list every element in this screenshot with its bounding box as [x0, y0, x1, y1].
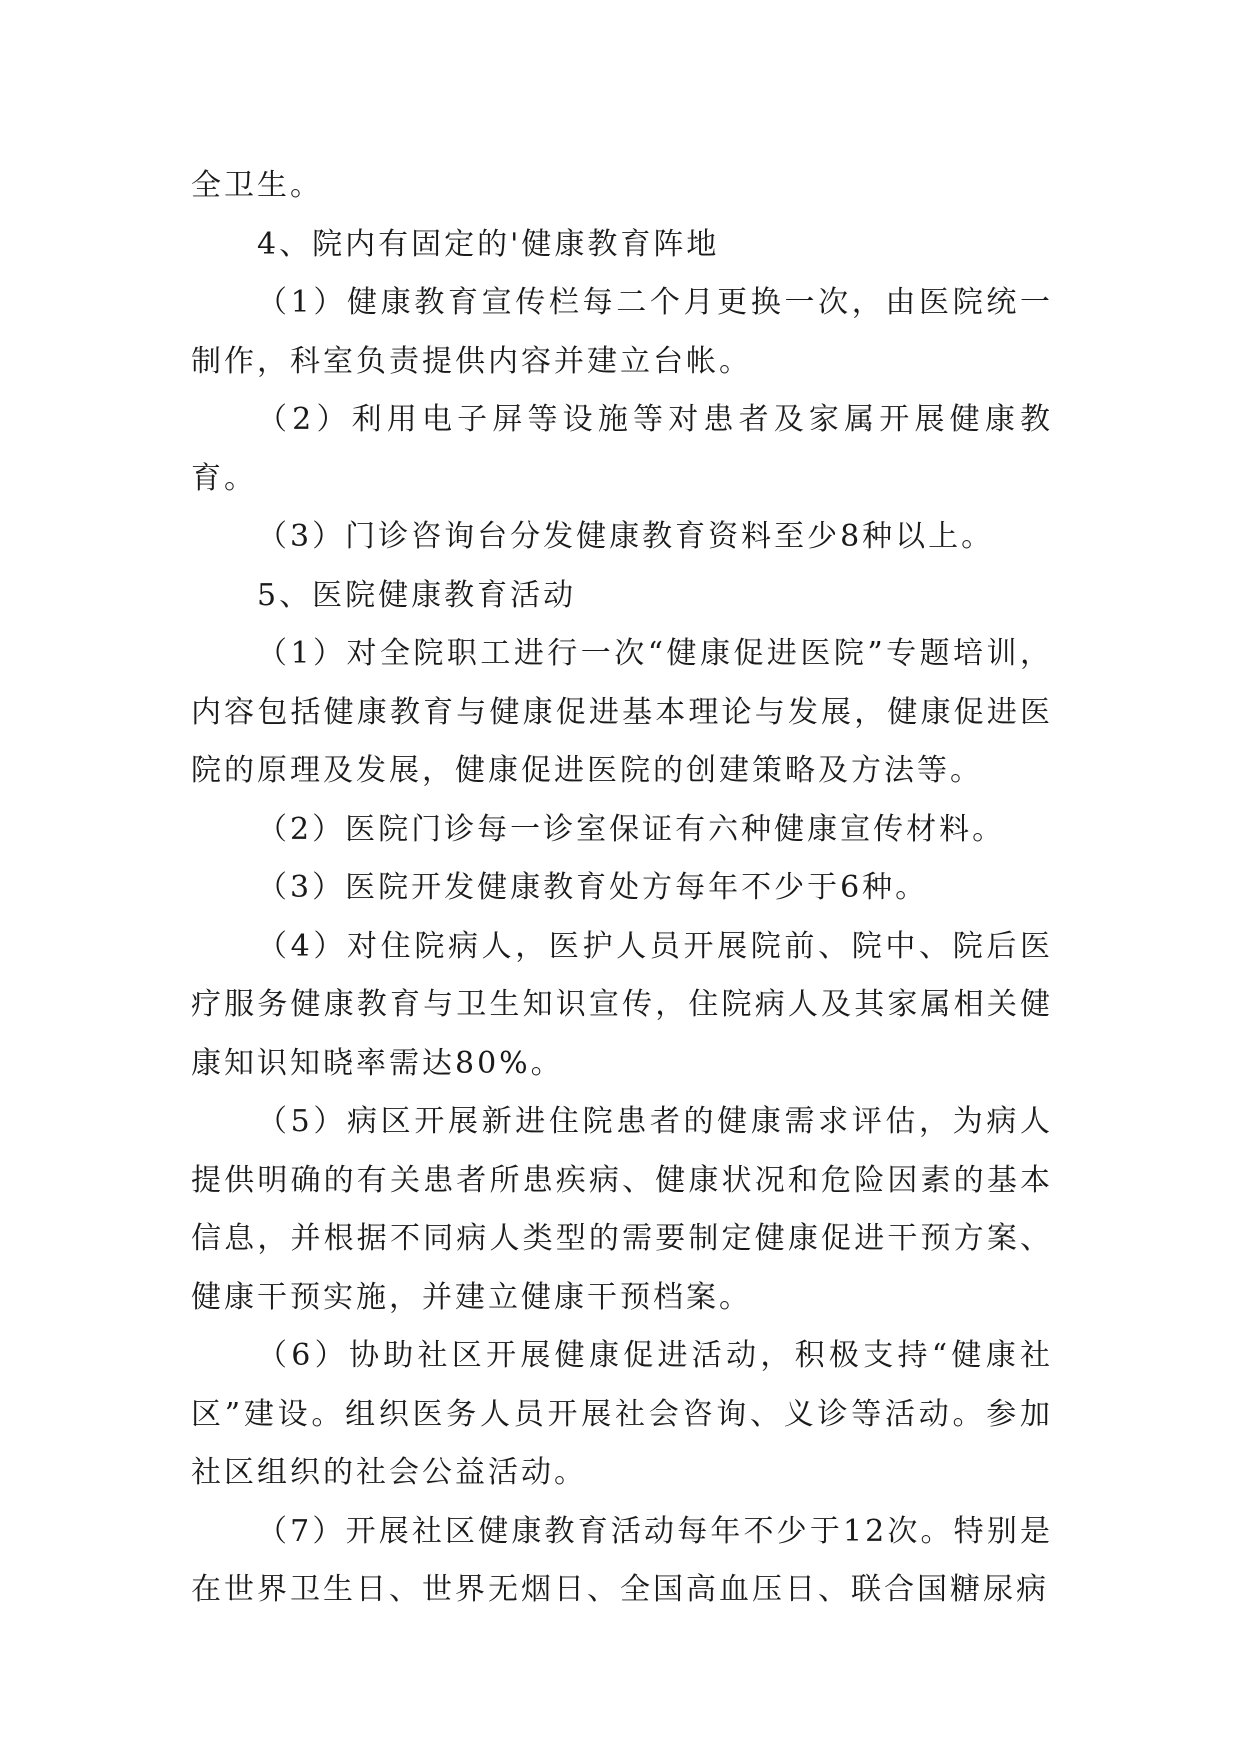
section-heading-5: 5、医院健康教育活动 [257, 577, 577, 613]
paragraph-item: （3）门诊咨询台分发健康教育资料至少8种以上。 [257, 519, 995, 554]
paragraph-continuation: 全卫生。 [191, 168, 323, 203]
document-body [191, 157, 1053, 1620]
paragraph-item: （6）协助社区开展健康促进活动，积极支持“健康社区”建设。组织医务人员开展社会咨询、义诊等活动。参加社区组织的社会公益活动。 [191, 1338, 1053, 1490]
paragraph-item: （2）利用电子屏等设施等对患者及家属开展健康教育。 [191, 402, 1053, 496]
paragraph-item: （2）医院门诊每一诊室保证有六种健康宣传材料。 [257, 811, 1006, 847]
paragraph-item: （1）健康教育宣传栏每二个月更换一次，由医院统一制作，科室负责提供内容并建立台帐。 [191, 285, 1053, 379]
paragraph-item: （5）病区开展新进住院患者的健康需求评估，为病人提供明确的有关患者所患疾病、健康状况和危险因素的基本信息，并根据不同病人类型的需要制定健康促进干预方案、健康干预实施，并建立健康干预档案。 [191, 1104, 1053, 1315]
paragraph-item: （3）医院开发健康教育处方每年不少于6种。 [257, 870, 929, 905]
paragraph-item: （4）对住院病人，医护人员开展院前、院中、院后医疗服务健康教育与卫生知识宣传，住院病人及其家属相关健康知识知晓率需达80%。 [191, 928, 1053, 1081]
paragraph-item: （1）对全院职工进行一次“健康促进医院”专题培训，内容包括健康教育与健康促进基本理论与发展，健康促进医院的原理及发展，健康促进医院的创建策略及方法等。 [191, 636, 1053, 788]
paragraph-item: （7）开展社区健康教育活动每年不少于12次。特别是在世界卫生日、世界无烟日、全国高血压日、联合国糖尿病 [191, 1513, 1053, 1607]
section-heading-4: 4、院内有固定的'健康教育阵地 [257, 226, 720, 262]
